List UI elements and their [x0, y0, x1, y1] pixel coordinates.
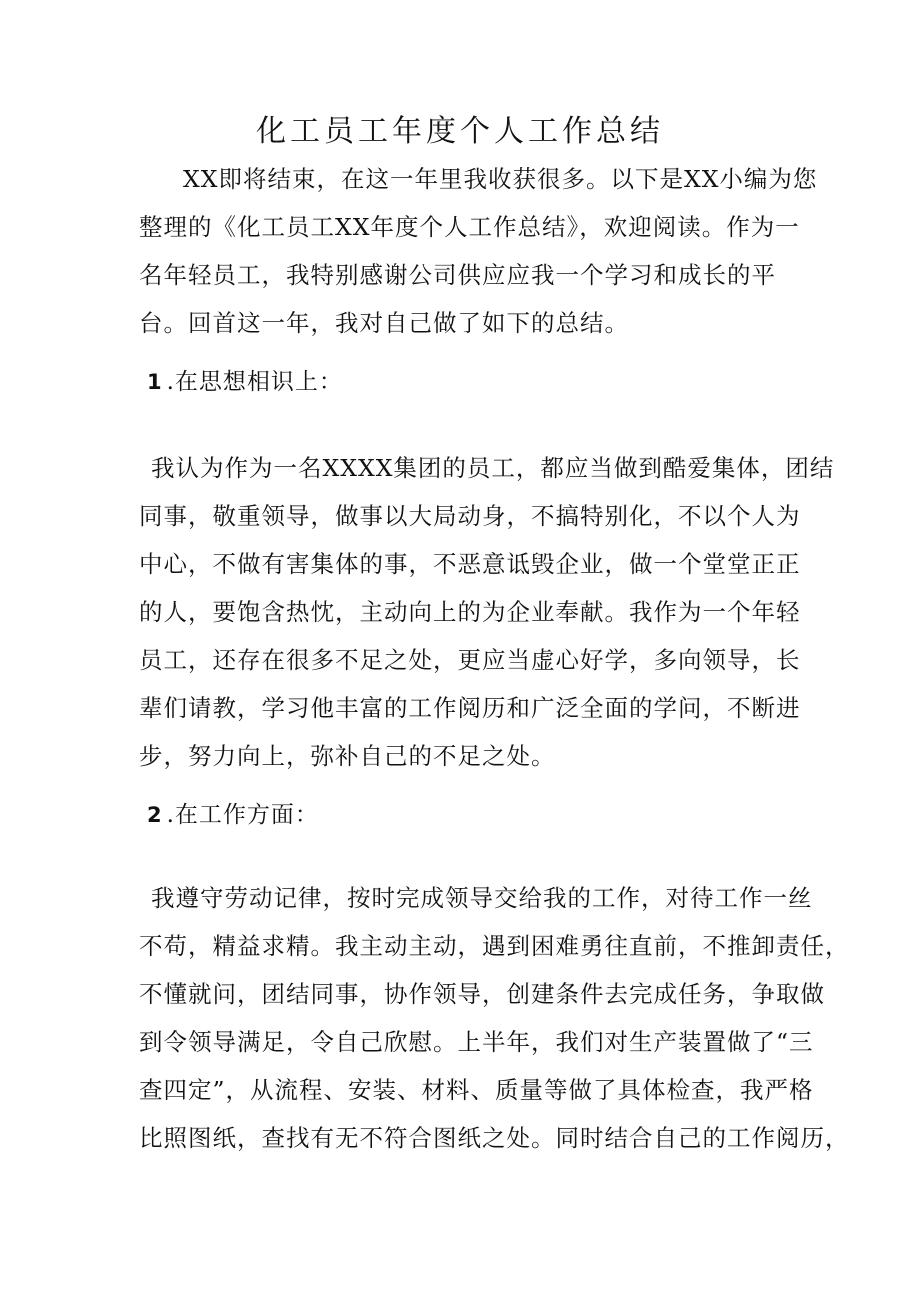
- section-heading-text: .在工作方面：: [166, 802, 319, 828]
- section2-line: 不苟，精益求精。我主动主动，遇到困难勇往直前，不推卸责任，: [139, 932, 850, 960]
- section2-line: 比照图纸，查找有无不符合图纸之处。同时结合自己的工作阅历，: [139, 1124, 850, 1152]
- section2-line: 到令领导满足，令自己欣慰。上半年，我们对生产装置做了“三: [139, 1028, 814, 1056]
- section-heading-2: [147, 800, 319, 830]
- section1-line: 员工，还存在很多不足之处，更应当虚心好学，多向领导，长: [139, 646, 801, 674]
- section-number: 2: [147, 803, 163, 827]
- section2-line: 我遵守劳动记律，按时完成领导交给我的工作，对待工作一丝: [151, 884, 813, 912]
- section2-line: 不懂就问，团结同事，协作领导，创建条件去完成任务，争取做: [139, 980, 825, 1008]
- section2-line: 查四定”，从流程、安装、材料、质量等做了具体检查，我严格: [139, 1076, 814, 1104]
- section-heading-1: [147, 367, 343, 397]
- section1-line: 中心，不做有害集体的事，不恶意诋毁企业，做一个堂堂正正: [139, 550, 801, 578]
- section1-line: 我认为作为一名XXXX集团的员工，都应当做到酷爱集体，团结: [151, 454, 835, 482]
- section-number: 1: [147, 370, 163, 394]
- section1-line: 同事，敬重领导，做事以大局动身，不搞特别化，不以个人为: [139, 502, 801, 530]
- section1-line: 辈们请教，学习他丰富的工作阅历和广泛全面的学问，不断进: [139, 694, 801, 722]
- section1-line: 步，努力向上，弥补自己的不足之处。: [139, 742, 556, 770]
- intro-line: 整理的《化工员工XX年度个人工作总结》，欢迎阅读。作为一: [139, 213, 800, 241]
- section1-line: 的人，要饱含热忱，主动向上的为企业奉献。我作为一个年轻: [139, 598, 801, 626]
- section-heading-text: .在思想相识上：: [166, 369, 343, 395]
- intro-line: 台。回首这一年，我对自己做了如下的总结。: [139, 309, 629, 337]
- document-title: 化工员工年度个人工作总结: [256, 114, 664, 149]
- intro-line: 名年轻员工，我特别感谢公司供应应我一个学习和成长的平: [139, 261, 776, 289]
- intro-line: XX即将结束，在这一年里我收获很多。以下是XX小编为您: [183, 165, 818, 193]
